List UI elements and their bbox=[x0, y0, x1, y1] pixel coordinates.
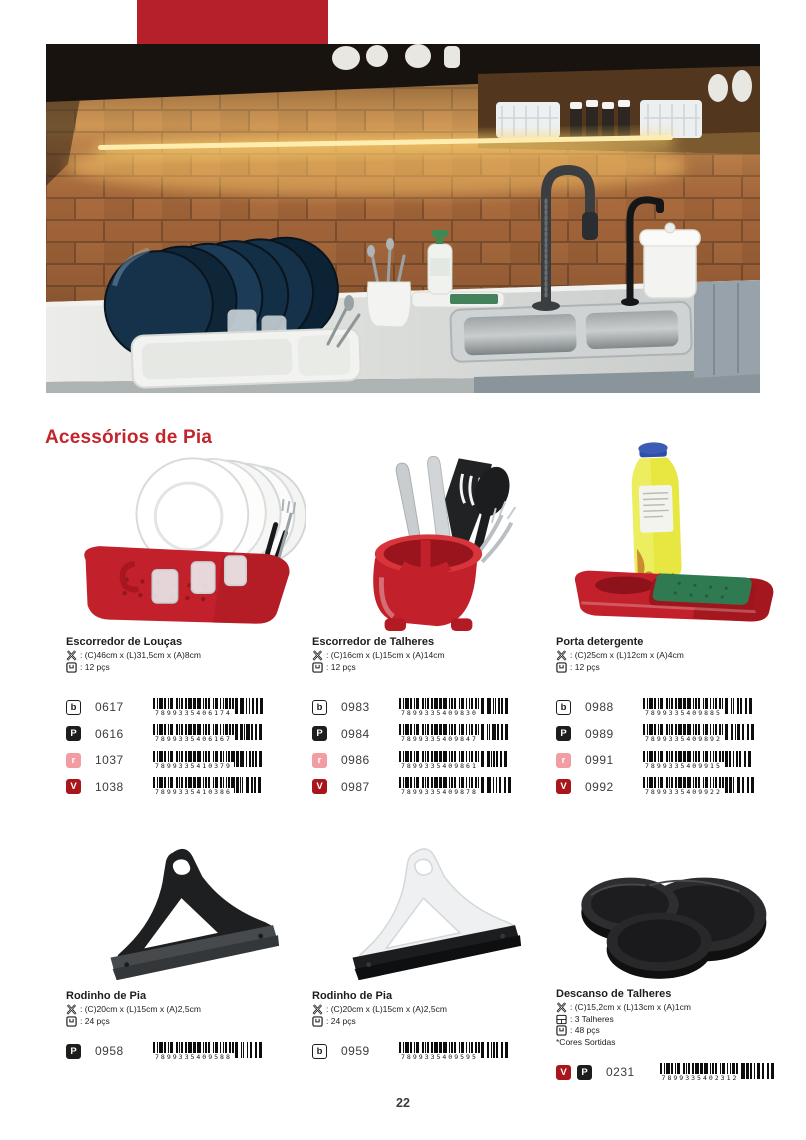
variant-row bbox=[66, 774, 306, 801]
color-swatch-black: P bbox=[66, 726, 81, 741]
spec-text: : 12 pçs bbox=[570, 661, 600, 672]
box-icon bbox=[556, 1025, 567, 1036]
product-code: 1038 bbox=[95, 779, 124, 794]
product-variants bbox=[312, 1038, 544, 1065]
box-icon bbox=[312, 662, 323, 673]
barcode bbox=[399, 1042, 533, 1061]
product-specs bbox=[66, 650, 306, 673]
product-specs bbox=[66, 1004, 306, 1027]
product-code: 0986 bbox=[341, 753, 370, 768]
product-name: Descanso de Talheres bbox=[556, 988, 672, 1000]
product-name: Rodinho de Pia bbox=[312, 990, 393, 1002]
product-name: Rodinho de Pia bbox=[66, 990, 147, 1002]
color-swatch-pink: r bbox=[556, 753, 571, 768]
variant-row bbox=[66, 747, 306, 774]
color-swatch-white: b bbox=[66, 700, 81, 715]
product-image-squeegee-black bbox=[66, 838, 306, 986]
barcode bbox=[643, 698, 777, 717]
product-code: 0617 bbox=[95, 700, 124, 715]
barcode bbox=[153, 724, 287, 743]
product-image-squeegee-white bbox=[312, 838, 544, 986]
box-icon bbox=[66, 662, 77, 673]
spec-text: *Cores Sortidas bbox=[556, 1036, 616, 1047]
spec-text: : (C)16cm x (L)15cm x (A)14cm bbox=[326, 650, 445, 660]
spec-row bbox=[66, 1016, 306, 1028]
spec-row bbox=[312, 1004, 544, 1016]
spec-text: : (C)15,2cm x (L)13cm x (A)1cm bbox=[570, 1002, 691, 1012]
dimensions-icon bbox=[66, 650, 77, 661]
color-swatch-red: V bbox=[556, 779, 571, 794]
spec-text: : (C)20cm x (L)15cm x (A)2,5cm bbox=[80, 1004, 201, 1014]
kitchen-photo-graphic bbox=[46, 44, 760, 393]
variant-row bbox=[312, 694, 544, 721]
spec-row bbox=[312, 650, 544, 662]
barcode-number: 7899335409885 bbox=[645, 708, 722, 717]
barcode-number: 7899335409892 bbox=[645, 735, 722, 744]
color-swatch-white: b bbox=[312, 1044, 327, 1059]
spec-row bbox=[312, 662, 544, 674]
barcode bbox=[643, 751, 777, 770]
barcode-number: 7899335409588 bbox=[155, 1052, 232, 1061]
spec-text: : 48 pçs bbox=[570, 1025, 600, 1035]
spec-text: : (C)20cm x (L)15cm x (A)2,5cm bbox=[326, 1004, 447, 1014]
spec-text: : 3 Talheres bbox=[570, 1013, 614, 1024]
variant-row bbox=[556, 774, 780, 801]
product-code: 0987 bbox=[341, 779, 370, 794]
dimensions-icon bbox=[66, 1004, 77, 1015]
product-specs bbox=[312, 650, 544, 673]
barcode-number: 7899335409595 bbox=[401, 1052, 478, 1061]
variant-row bbox=[556, 721, 780, 748]
organizer-icon bbox=[556, 1014, 567, 1025]
barcode-number: 7899335409915 bbox=[645, 761, 722, 770]
product-image-dish-rack bbox=[66, 426, 306, 632]
product-card-escorredor-de-loucas bbox=[66, 426, 306, 800]
variant-row bbox=[556, 1059, 780, 1086]
product-image-detergent-holder bbox=[556, 426, 780, 632]
barcode-number: 7899335409922 bbox=[645, 788, 722, 797]
spec-text: : (C)25cm x (L)12cm x (A)4cm bbox=[570, 650, 684, 660]
section-title: Acessórios de Pia bbox=[45, 426, 213, 448]
spec-row bbox=[66, 1004, 306, 1016]
spec-text: : 24 pçs bbox=[80, 1015, 110, 1026]
spec-row bbox=[66, 662, 306, 674]
product-code: 0988 bbox=[585, 700, 614, 715]
barcode bbox=[153, 777, 287, 796]
variant-row bbox=[556, 747, 780, 774]
product-card-escorredor-de-talheres bbox=[312, 426, 544, 800]
product-variants bbox=[556, 694, 780, 800]
product-code: 0959 bbox=[341, 1044, 370, 1059]
barcode-number: 7899335406174 bbox=[155, 708, 232, 717]
color-swatch-red: V bbox=[312, 779, 327, 794]
box-icon bbox=[66, 1016, 77, 1027]
color-swatch-pink: r bbox=[66, 753, 81, 768]
spec-row bbox=[556, 650, 780, 662]
box-icon bbox=[312, 1016, 323, 1027]
barcode-number: 7899335410386 bbox=[155, 788, 232, 797]
variant-row bbox=[312, 1038, 544, 1065]
barcode bbox=[643, 777, 777, 796]
barcode-number: 7899335409861 bbox=[401, 761, 478, 770]
dimensions-icon bbox=[556, 1002, 567, 1013]
product-specs bbox=[312, 1004, 544, 1027]
barcode-number: 7899335406167 bbox=[155, 735, 232, 744]
color-swatch-black: P bbox=[312, 726, 327, 741]
spec-row bbox=[556, 1025, 780, 1037]
color-swatch-black: P bbox=[66, 1044, 81, 1059]
product-code: 0616 bbox=[95, 726, 124, 741]
product-code: 0984 bbox=[341, 726, 370, 741]
dimensions-icon bbox=[312, 650, 323, 661]
spec-row bbox=[66, 650, 306, 662]
product-image-cutlery-drainer bbox=[312, 426, 544, 632]
product-specs bbox=[556, 650, 780, 673]
variant-row bbox=[556, 694, 780, 721]
product-name: Escorredor de Talheres bbox=[312, 636, 435, 648]
spec-row bbox=[556, 662, 780, 674]
barcode bbox=[153, 698, 287, 717]
barcode bbox=[399, 724, 533, 743]
variant-row bbox=[312, 747, 544, 774]
barcode-number: 7899335409830 bbox=[401, 708, 478, 717]
spec-text: : 12 pçs bbox=[326, 661, 356, 672]
variant-row bbox=[312, 721, 544, 748]
variant-row bbox=[66, 721, 306, 748]
variant-row bbox=[66, 694, 306, 721]
barcode-number: 7899335409878 bbox=[401, 788, 478, 797]
color-swatch-red: V bbox=[66, 779, 81, 794]
product-variants bbox=[66, 694, 306, 800]
barcode bbox=[399, 698, 533, 717]
product-variants bbox=[556, 1059, 780, 1086]
barcode bbox=[399, 751, 533, 770]
variant-row bbox=[312, 774, 544, 801]
color-swatch-pink: r bbox=[312, 753, 327, 768]
barcode-number: 7899335410379 bbox=[155, 761, 232, 770]
barcode bbox=[660, 1063, 780, 1082]
product-code: 0231 bbox=[606, 1065, 635, 1080]
product-card-descanso-de-talheres bbox=[556, 836, 780, 1086]
spec-row bbox=[556, 1014, 780, 1026]
color-swatch-red: V bbox=[556, 1065, 571, 1080]
product-card-porta-detergente bbox=[556, 426, 780, 800]
product-variants bbox=[66, 1038, 306, 1065]
product-code: 1037 bbox=[95, 753, 124, 768]
barcode bbox=[643, 724, 777, 743]
color-swatch-black: P bbox=[577, 1065, 592, 1080]
color-swatch-white: b bbox=[556, 700, 571, 715]
product-image-cutlery-rest bbox=[556, 836, 780, 984]
barcode bbox=[153, 751, 287, 770]
spec-text: : 12 pçs bbox=[80, 661, 110, 672]
page-top-red-tab bbox=[137, 0, 328, 44]
barcode-number: 7899335409847 bbox=[401, 735, 478, 744]
color-swatch-black: P bbox=[556, 726, 571, 741]
product-variants bbox=[312, 694, 544, 800]
product-name: Porta detergente bbox=[556, 636, 644, 648]
color-swatch-white: b bbox=[312, 700, 327, 715]
spec-text: : 24 pçs bbox=[326, 1015, 356, 1026]
product-name: Escorredor de Louças bbox=[66, 636, 183, 648]
product-specs bbox=[556, 1002, 780, 1048]
product-code: 0991 bbox=[585, 753, 614, 768]
kitchen-photo bbox=[46, 44, 760, 393]
barcode bbox=[153, 1042, 287, 1061]
barcode-number: 7899335402312 bbox=[661, 1073, 739, 1082]
spec-row bbox=[312, 1016, 544, 1028]
variant-row bbox=[66, 1038, 306, 1065]
spec-row bbox=[556, 1002, 780, 1014]
product-code: 0992 bbox=[585, 779, 614, 794]
product-code: 0989 bbox=[585, 726, 614, 741]
product-card-rodinho-de-pia-preto bbox=[66, 838, 306, 1065]
product-code: 0983 bbox=[341, 700, 370, 715]
product-code: 0958 bbox=[95, 1044, 124, 1059]
spec-text: : (C)46cm x (L)31,5cm x (A)8cm bbox=[80, 650, 201, 660]
spec-row bbox=[556, 1037, 780, 1049]
barcode bbox=[399, 777, 533, 796]
page-number: 22 bbox=[396, 1096, 410, 1110]
box-icon bbox=[556, 662, 567, 673]
product-card-rodinho-de-pia-branco bbox=[312, 838, 544, 1065]
dimensions-icon bbox=[556, 650, 567, 661]
dimensions-icon bbox=[312, 1004, 323, 1015]
